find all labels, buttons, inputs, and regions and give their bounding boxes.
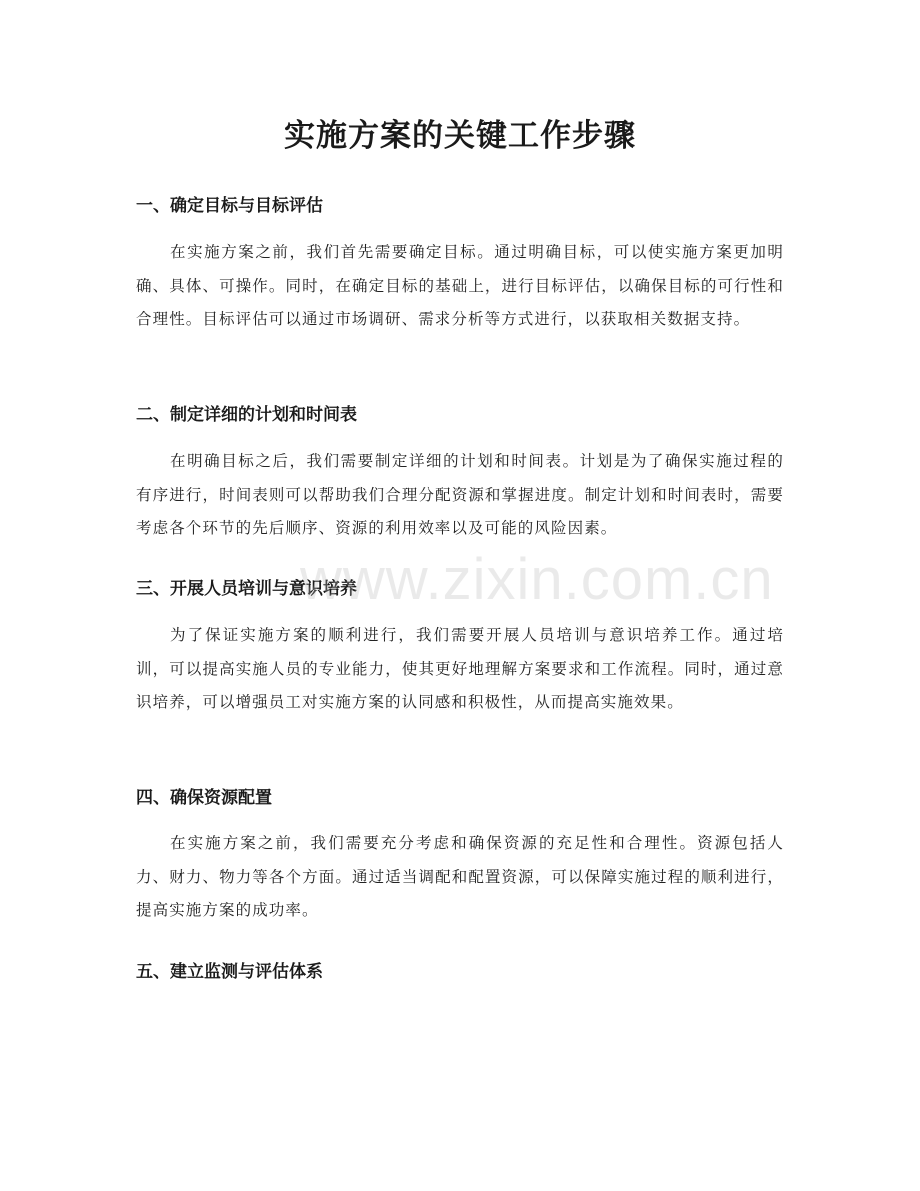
section-heading-3: 三、开展人员培训与意识培养 bbox=[136, 579, 357, 599]
section-heading-4: 四、确保资源配置 bbox=[136, 788, 272, 808]
section-heading-1: 一、确定目标与目标评估 bbox=[136, 196, 323, 216]
watermark: www.zixin.com.cn bbox=[300, 547, 774, 612]
section-heading-2: 二、制定详细的计划和时间表 bbox=[136, 405, 357, 425]
section-body-2: 在明确目标之后，我们需要制定详细的计划和时间表。计划是为了确保实施过程的有序进行，时间表则可以帮助我们合理分配资源和掌握进度。制定计划和时间表时，需要考虑各个环节的先后顺序、资源的利用效率以及可能的风险因素。 bbox=[136, 452, 784, 537]
section-heading-5: 五、建立监测与评估体系 bbox=[136, 962, 323, 982]
document-title: 实施方案的关键工作步骤 bbox=[284, 118, 636, 154]
section-body-1: 在实施方案之前，我们首先需要确定目标。通过明确目标，可以使实施方案更加明确、具体、可操作。同时，在确定目标的基础上，进行目标评估，以确保目标的可行性和合理性。目标评估可以通过市场调研、需求分析等方式进行，以获取相关数据支持。 bbox=[136, 243, 784, 328]
section-body-3: 为了保证实施方案的顺利进行，我们需要开展人员培训与意识培养工作。通过培训，可以提高实施人员的专业能力，使其更好地理解方案要求和工作流程。同时，通过意识培养，可以增强员工对实施方案的认同感和积极性，从而提高实施效果。 bbox=[136, 626, 784, 711]
section-body-4: 在实施方案之前，我们需要充分考虑和确保资源的充足性和合理性。资源包括人力、财力、物力等各个方面。通过适当调配和配置资源，可以保障实施过程的顺利进行，提高实施方案的成功率。 bbox=[136, 834, 784, 919]
